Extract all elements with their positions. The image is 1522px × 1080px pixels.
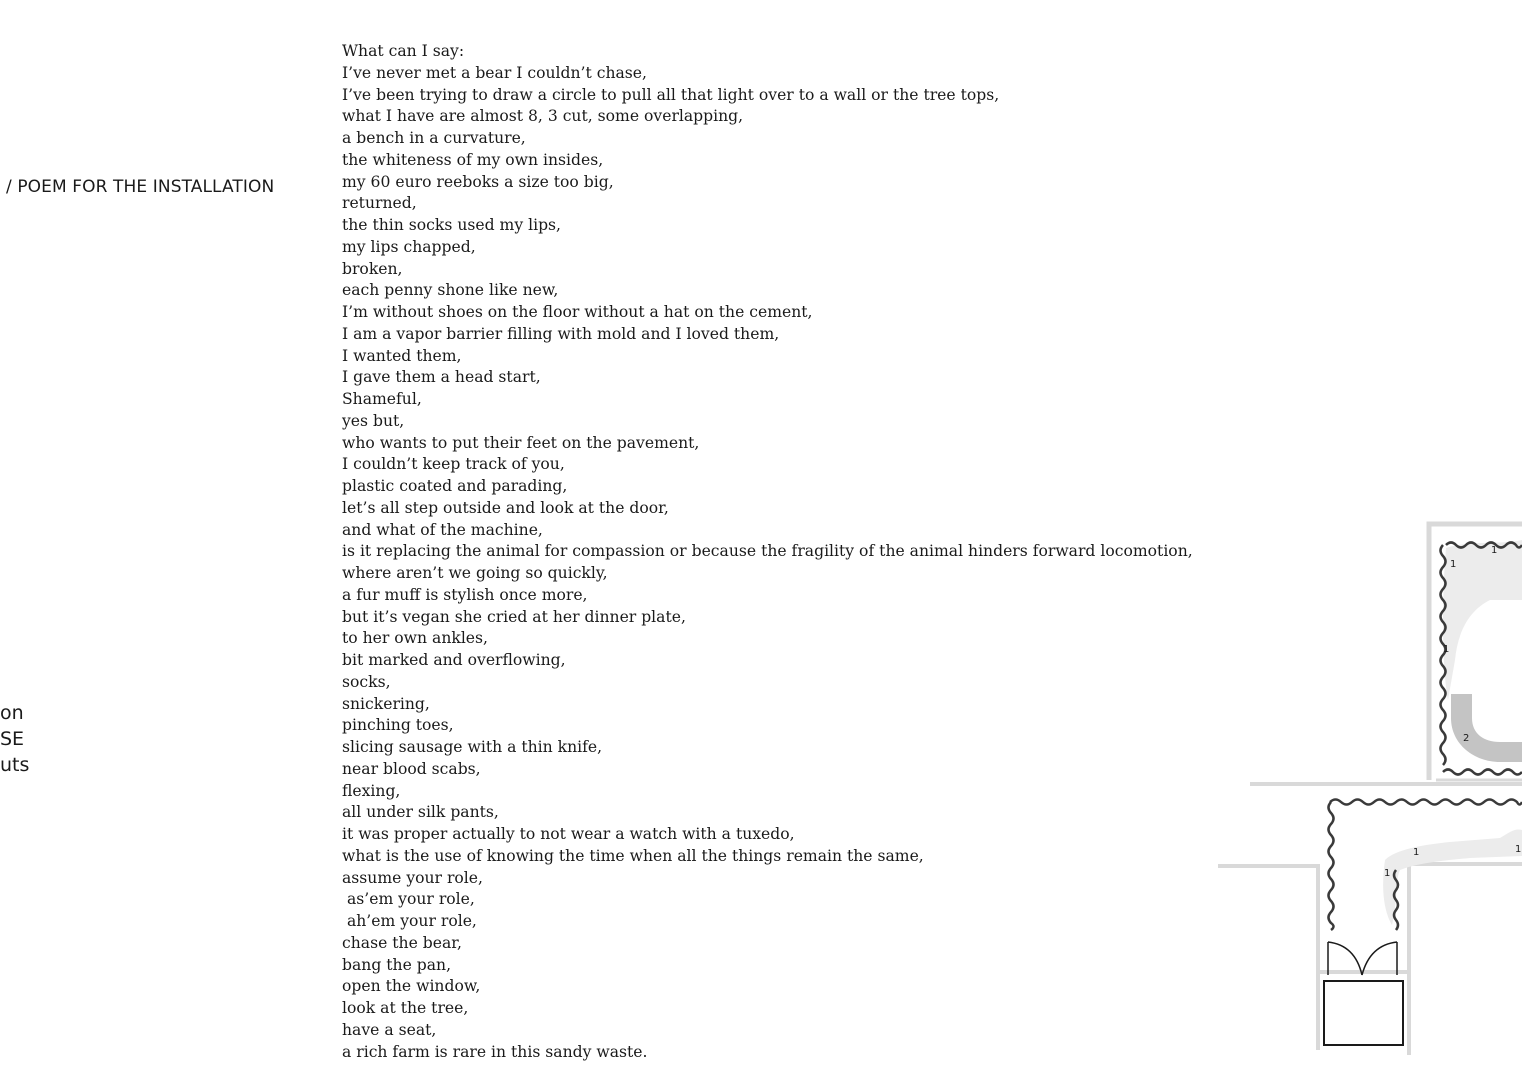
poem-line: returned, (342, 194, 417, 213)
plan-label: 1 (1443, 644, 1450, 655)
poem-line: socks, (342, 672, 391, 691)
poem-text (342, 41, 1193, 1063)
poem-line: bit marked and overflowing, (342, 651, 566, 669)
poem-line: I gave them a head start, (342, 368, 541, 387)
section-heading: / POEM FOR THE INSTALLATION (6, 177, 275, 197)
poem-line: ah’em your role, (342, 912, 477, 930)
poem-line: chase the bear, (342, 933, 462, 952)
poem-line: open the window, (342, 977, 481, 996)
poem-line: and what of the machine, (342, 520, 543, 539)
poem-line: is it replacing the animal for compassion or because the fragility of the animal hinders forward locomotion, (342, 542, 1193, 561)
plan-label: 1 (1384, 868, 1391, 879)
side-fragment: uts (0, 754, 30, 776)
plan-label: 1 (1450, 559, 1457, 570)
poem-line: pinching toes, (342, 716, 454, 735)
poem-line: all under silk pants, (342, 803, 499, 822)
poem-line: have a seat, (342, 1020, 437, 1039)
poem-line: but it’s vegan she cried at her dinner plate, (342, 607, 686, 626)
poem-line: a bench in a curvature, (342, 129, 526, 147)
poem-line: a rich farm is rare in this sandy waste. (342, 1042, 648, 1061)
poem-line: my lips chapped, (342, 237, 476, 256)
poem-line: my 60 euro reeboks a size too big, (342, 172, 614, 191)
poem-line: I’m without shoes on the floor without a hat on the cement, (342, 303, 813, 321)
bench-shape (1451, 694, 1522, 762)
poem-line: what is the use of knowing the time when all the things remain the same, (342, 846, 924, 865)
poem-line: flexing, (342, 781, 401, 800)
poem-line: near blood scabs, (342, 759, 481, 778)
poem-line: Shameful, (342, 390, 422, 408)
poem-line: as’em your role, (342, 890, 475, 909)
poem-line: I’ve never met a bear I couldn’t chase, (342, 63, 647, 82)
poem-line: the whiteness of my own insides, (342, 150, 604, 169)
poem-line: broken, (342, 259, 403, 278)
poem-line: the thin socks used my lips, (342, 216, 562, 234)
plan-label: 1 (1413, 847, 1420, 858)
poem-line: what I have are almost 8, 3 cut, some overlapping, (342, 107, 744, 126)
poem-line: snickering, (342, 694, 430, 713)
poem-line: yes but, (342, 411, 405, 430)
poem-line: look at the tree, (342, 999, 469, 1017)
side-fragment: SE (0, 728, 25, 750)
poem-line: I am a vapor barrier filling with mold and I loved them, (342, 324, 780, 343)
curtain-lines (1329, 543, 1522, 931)
poem-line: who wants to put their feet on the pavement, (342, 433, 700, 452)
side-fragment: on (0, 702, 24, 724)
poem-line: slicing sausage with a thin knife, (342, 738, 603, 756)
poem-line: where aren’t we going so quickly, (342, 564, 608, 582)
poem-line: plastic coated and parading, (342, 477, 568, 495)
floor-plan-diagram (1210, 515, 1522, 1060)
poem-line: it was proper actually to not wear a watch with a tuxedo, (342, 825, 795, 843)
poem-line: What can I say: (342, 42, 465, 60)
poem-line: bang the pan, (342, 955, 452, 974)
poem-line: a fur muff is stylish once more, (342, 585, 588, 604)
plan-label: 1 (1515, 844, 1522, 855)
poem-line: each penny shone like new, (342, 281, 559, 300)
poem-line: assume your role, (342, 868, 483, 887)
poem-line: let’s all step outside and look at the door, (342, 498, 669, 517)
poem-line: I’ve been trying to draw a circle to pull all that light over to a wall or the tree tops, (342, 85, 1000, 104)
poem-line: to her own ankles, (342, 629, 488, 648)
cropped-side-text (0, 700, 29, 778)
poem-line: I wanted them, (342, 346, 462, 365)
plan-label: 1 (1491, 545, 1498, 556)
entrance-box (1324, 981, 1403, 1045)
fabric-fills (1383, 540, 1522, 925)
plan-label: 2 (1463, 733, 1470, 744)
poem-line: I couldn’t keep track of you, (342, 455, 565, 474)
